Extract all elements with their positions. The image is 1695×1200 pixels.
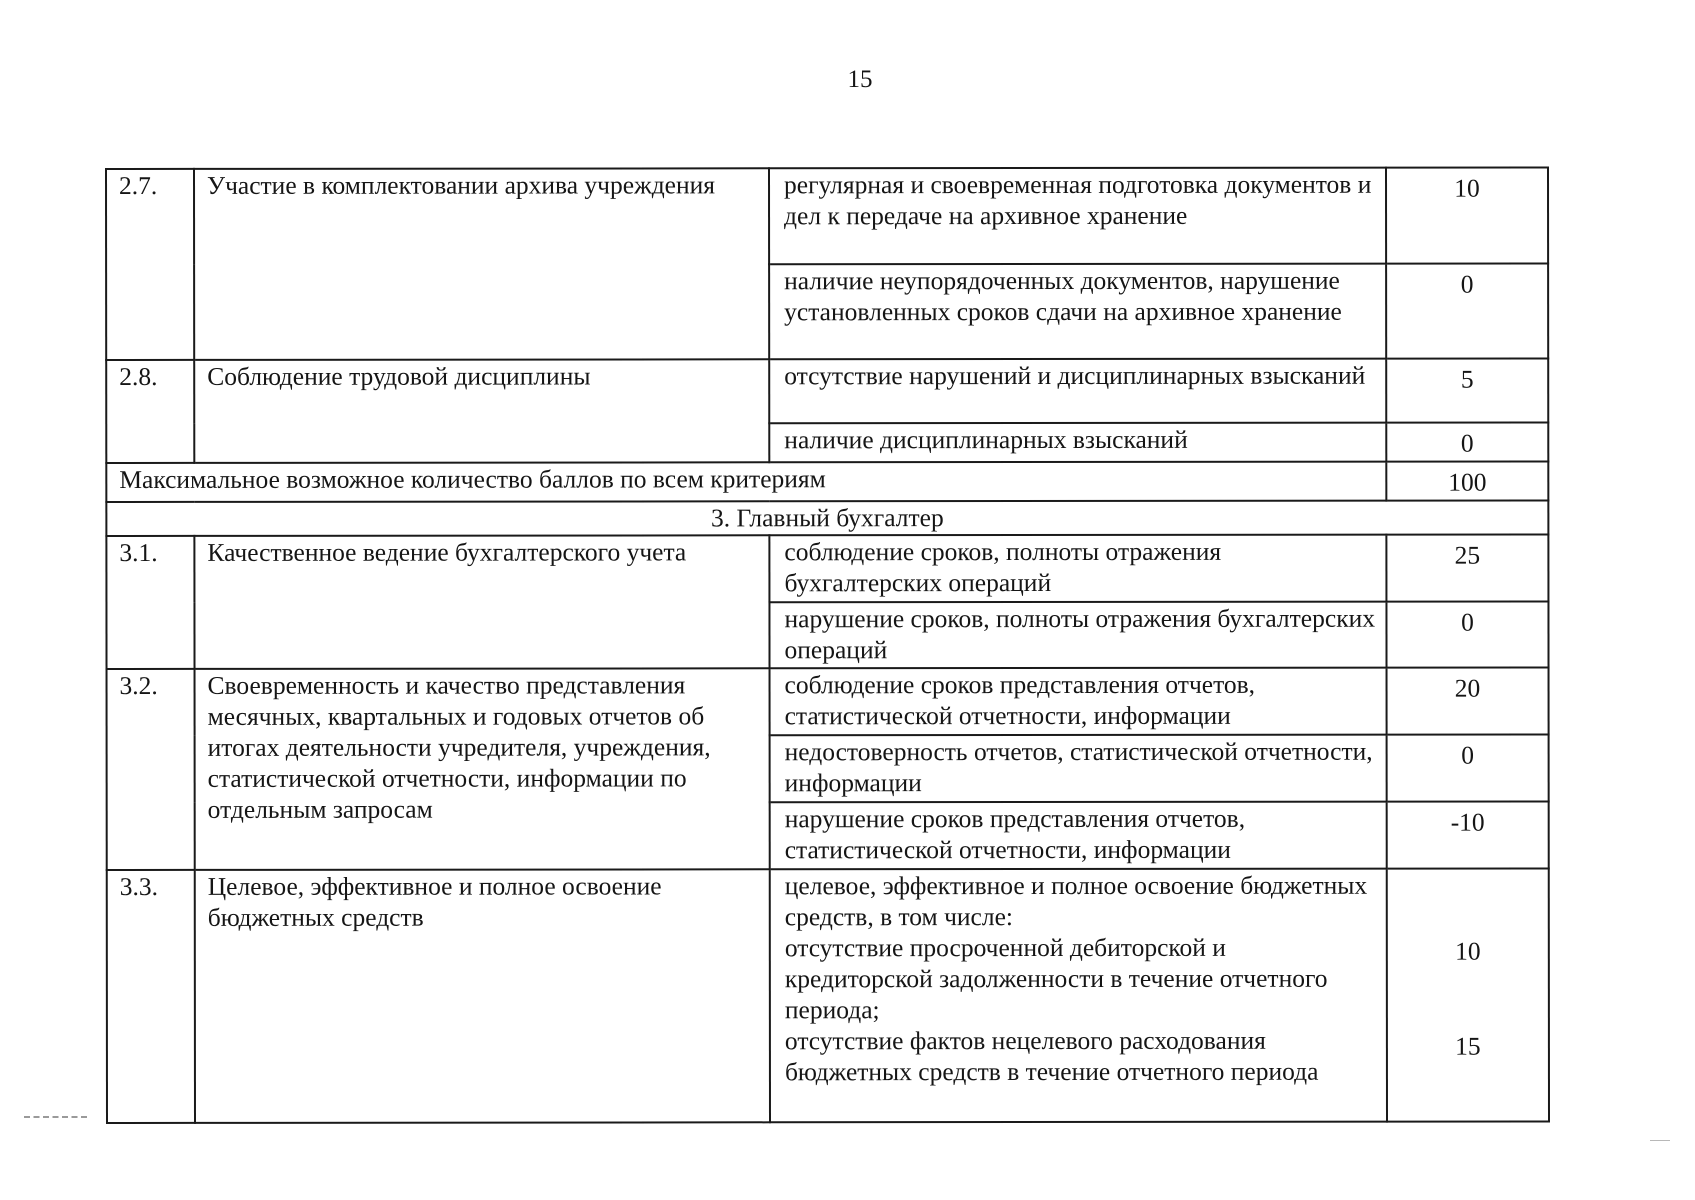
indicator-text: регулярная и своевременная подготовка документов и дел к передаче на архивное хранение: [769, 168, 1386, 265]
indicator-points: 5: [1386, 358, 1548, 423]
indicator-points: 0: [1386, 423, 1548, 462]
criterion-name: Соблюдение трудовой дисциплины: [194, 359, 769, 463]
indicator-points: 20: [1387, 668, 1549, 735]
table-row: [106, 534, 1548, 602]
total-points: 100: [1386, 461, 1548, 500]
section-title: 3. Главный бухгалтер: [106, 500, 1548, 536]
indicator-subitem: отсутствие фактов нецелевого расходования бюджетных средств в течение отчетного периода: [784, 1025, 1319, 1086]
indicator-points: 25: [1386, 534, 1548, 601]
criteria-table: [105, 166, 1548, 1124]
indicator-text: соблюдение сроков представления отчетов, статистической отчетности, информации: [770, 668, 1387, 735]
table-row: [107, 668, 1549, 736]
indicator-points: 0: [1386, 601, 1548, 668]
indicator-text: соблюдение сроков, полноты отражения бухгалтерских операций: [769, 535, 1386, 602]
indicator-text: наличие неупорядоченных документов, нарушение установленных сроков сдачи на архивное хранение: [769, 264, 1386, 360]
indicator-text: наличие дисциплинарных взысканий: [769, 423, 1386, 462]
scan-artifact: [24, 1116, 87, 1118]
criterion-name: Участие в комплектовании архива учреждения: [194, 168, 769, 359]
table-row: [107, 868, 1549, 1123]
criterion-number: 3.1.: [106, 536, 194, 670]
indicator-points-value: 10: [1455, 936, 1481, 966]
indicator-points: 0: [1386, 263, 1548, 358]
criterion-number: 2.8.: [106, 360, 194, 463]
indicator-text: [770, 868, 1387, 1122]
table-row: [106, 167, 1548, 264]
indicator-points: 10: [1386, 167, 1548, 263]
scan-artifact: [1650, 1140, 1670, 1141]
section-header-row: [106, 500, 1548, 536]
criterion-name: Целевое, эффективное и полное освоение бюджетных средств: [195, 869, 770, 1123]
criterion-name: Своевременность и качество представления месячных, квартальных и годовых отчетов об итогах деятельности учредителя, учреждения, статистической отчетности, информации по отдельным запросам: [195, 669, 770, 870]
total-row: [106, 461, 1548, 501]
criterion-number: 3.2.: [107, 669, 195, 869]
indicator-subitem: отсутствие просроченной дебиторской и кредиторской задолженности в течение отчетного периода;: [784, 932, 1328, 1024]
indicator-text: нарушение сроков представления отчетов, статистической отчетности, информации: [770, 801, 1387, 868]
total-label: Максимальное возможное количество баллов по всем критериям: [106, 462, 1386, 502]
table-row: [106, 358, 1548, 424]
indicator-intro: целевое, эффективное и полное освоение бюджетных средств, в том числе:: [784, 870, 1368, 931]
indicator-text: отсутствие нарушений и дисциплинарных взысканий: [769, 358, 1386, 423]
indicator-points: -10: [1387, 801, 1549, 868]
criterion-number: 2.7.: [106, 169, 194, 360]
indicator-points: 0: [1387, 735, 1549, 802]
criterion-name: Качественное ведение бухгалтерского учета: [194, 535, 769, 669]
criterion-number: 3.3.: [107, 869, 195, 1123]
indicator-text: нарушение сроков, полноты отражения бухгалтерских операций: [769, 601, 1386, 668]
indicator-points-value: 15: [1455, 1031, 1481, 1061]
page-number: 15: [847, 66, 873, 93]
indicator-text: недостоверность отчетов, статистической отчетности, информации: [770, 735, 1387, 802]
indicator-points: [1387, 868, 1549, 1122]
